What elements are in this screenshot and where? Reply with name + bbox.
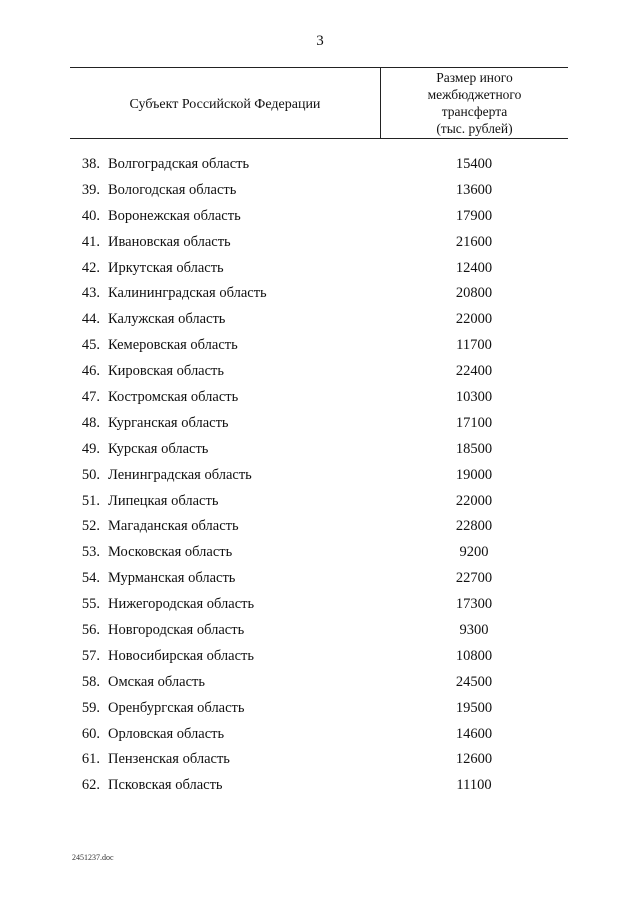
table-body — [0, 153, 640, 800]
row-subject-name: Костромская область — [108, 389, 239, 406]
row-transfer-amount: 9200 — [459, 544, 489, 561]
row-subject-name: Новосибирская область — [108, 647, 254, 664]
table-row — [0, 490, 640, 516]
table-row — [0, 412, 640, 438]
row-transfer-amount: 18500 — [455, 440, 493, 457]
table-row — [0, 179, 640, 205]
row-subject-name: Псковская область — [108, 777, 223, 794]
row-transfer-amount: 17900 — [455, 207, 493, 224]
row-number: 54. — [81, 570, 100, 587]
row-subject-name: Ленинградская область — [108, 466, 252, 483]
row-transfer-amount: 13600 — [455, 181, 493, 198]
row-subject-name: Курганская область — [108, 414, 229, 431]
table-row — [0, 697, 640, 723]
row-subject-name: Волгоградская область — [108, 156, 250, 172]
row-number: 38. — [81, 156, 100, 172]
row-subject-name: Новгородская область — [108, 622, 245, 639]
row-transfer-amount: 12600 — [455, 751, 493, 768]
row-number: 40. — [81, 207, 100, 224]
row-number: 61. — [81, 751, 100, 768]
row-transfer-amount: 15400 — [455, 156, 493, 172]
row-number: 48. — [81, 414, 100, 431]
table-row — [0, 438, 640, 464]
table-row — [0, 205, 640, 231]
table-row — [0, 541, 640, 567]
row-transfer-amount: 22400 — [455, 363, 493, 380]
row-subject-name: Воронежская область — [108, 207, 241, 224]
row-subject-name: Мурманская область — [108, 570, 236, 587]
table-row — [0, 308, 640, 334]
row-subject-name: Иркутская область — [108, 259, 224, 276]
table-row — [0, 723, 640, 749]
row-subject-name: Пензенская область — [108, 751, 230, 768]
row-number: 50. — [81, 466, 100, 483]
row-subject-name: Липецкая область — [108, 492, 219, 509]
row-subject-name: Орловская область — [108, 725, 225, 742]
row-number: 47. — [81, 389, 100, 406]
table-row — [0, 360, 640, 386]
row-subject-name: Курская область — [108, 440, 209, 457]
row-number: 57. — [81, 647, 100, 664]
table-row — [0, 671, 640, 697]
row-number: 46. — [81, 363, 100, 380]
row-subject-name: Калининградская область — [108, 285, 267, 302]
row-transfer-amount: 10800 — [455, 647, 493, 664]
row-number: 55. — [81, 596, 100, 613]
row-transfer-amount: 11700 — [456, 337, 492, 354]
row-number: 39. — [81, 181, 100, 198]
row-number: 44. — [81, 311, 100, 328]
table-row — [0, 231, 640, 257]
table-row — [0, 464, 640, 490]
row-subject-name: Нижегородская область — [108, 596, 255, 613]
table-row — [0, 257, 640, 283]
row-transfer-amount: 19500 — [455, 699, 493, 716]
row-number: 42. — [81, 259, 100, 276]
table-row — [0, 619, 640, 645]
row-subject-name: Омская область — [108, 673, 205, 690]
row-number: 59. — [81, 699, 100, 716]
table-row — [0, 567, 640, 593]
row-transfer-amount: 24500 — [455, 673, 493, 690]
row-transfer-amount: 14600 — [455, 725, 493, 742]
row-transfer-amount: 11100 — [456, 777, 492, 794]
row-number: 53. — [81, 544, 100, 561]
row-number: 49. — [81, 440, 100, 457]
table-row — [0, 515, 640, 541]
row-transfer-amount: 22800 — [455, 518, 493, 535]
row-number: 51. — [81, 492, 100, 509]
table-row — [0, 748, 640, 774]
row-subject-name: Калужская область — [108, 311, 226, 328]
row-transfer-amount: 19000 — [455, 466, 493, 483]
table-row — [0, 386, 640, 412]
row-number: 62. — [81, 777, 100, 794]
table-row — [0, 645, 640, 671]
table-header — [70, 67, 568, 139]
row-number: 52. — [81, 518, 100, 535]
table-row — [0, 153, 640, 179]
row-transfer-amount: 21600 — [455, 233, 493, 250]
row-number: 41. — [81, 233, 100, 250]
header-amount: Размер иного межбюджетного трансферта (тыс. рублей) — [427, 70, 522, 136]
page-number: 3 — [316, 33, 324, 49]
row-transfer-amount: 10300 — [455, 389, 493, 406]
row-number: 58. — [81, 673, 100, 690]
row-transfer-amount: 22000 — [455, 311, 493, 328]
header-subject: Субъект Российской Федерации — [129, 97, 321, 112]
row-number: 60. — [81, 725, 100, 742]
row-transfer-amount: 17100 — [455, 414, 493, 431]
row-transfer-amount: 20800 — [455, 285, 493, 302]
table-row — [0, 282, 640, 308]
table-row — [0, 593, 640, 619]
row-transfer-amount: 22700 — [455, 570, 493, 587]
row-subject-name: Кемеровская область — [108, 337, 238, 354]
row-transfer-amount: 12400 — [455, 259, 493, 276]
row-transfer-amount: 9300 — [459, 622, 489, 639]
row-number: 56. — [81, 622, 100, 639]
row-subject-name: Вологодская область — [108, 181, 237, 198]
row-subject-name: Кировская область — [108, 363, 225, 380]
row-subject-name: Московская область — [108, 544, 233, 561]
row-transfer-amount: 17300 — [455, 596, 493, 613]
row-number: 43. — [81, 285, 100, 302]
row-subject-name: Ивановская область — [108, 233, 231, 250]
row-subject-name: Оренбургская область — [108, 699, 245, 716]
table-row — [0, 774, 640, 800]
row-subject-name: Магаданская область — [108, 518, 239, 535]
table-row — [0, 334, 640, 360]
footer-doc-id: 2451237.doc — [72, 853, 114, 862]
row-transfer-amount: 22000 — [455, 492, 493, 509]
row-number: 45. — [81, 337, 100, 354]
